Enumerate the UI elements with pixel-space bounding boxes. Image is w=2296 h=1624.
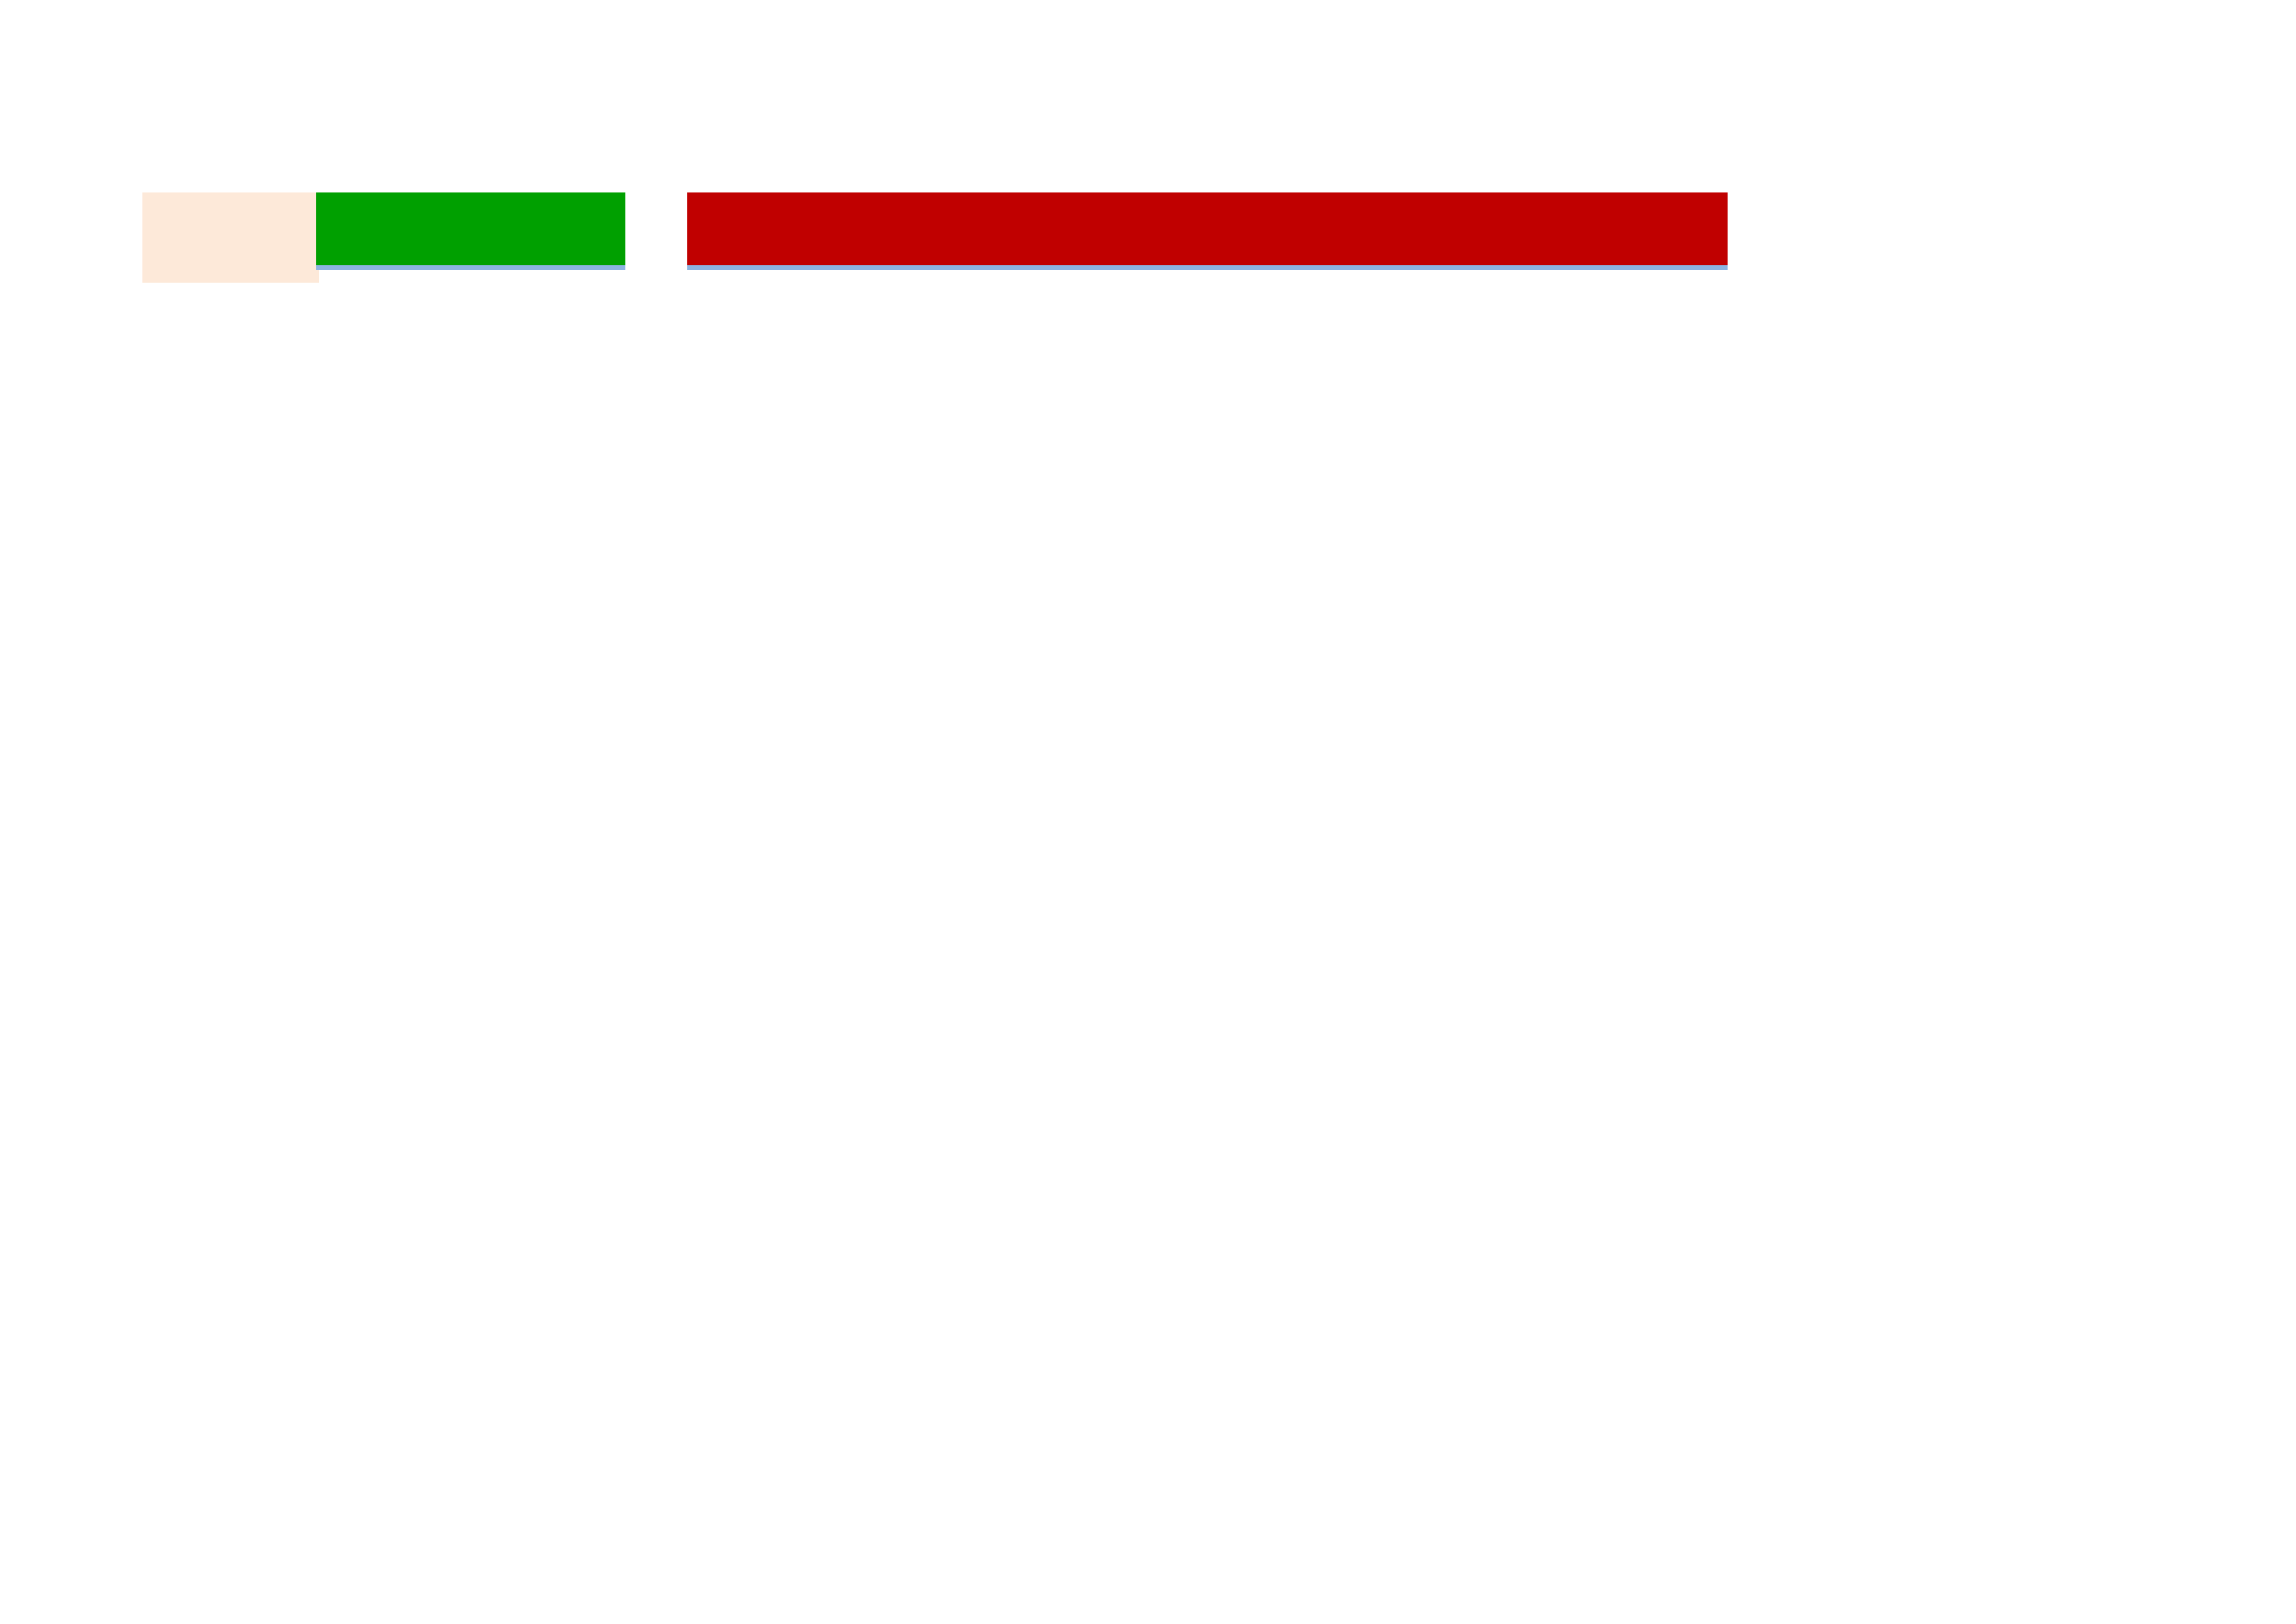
brand-box bbox=[142, 192, 319, 283]
honmei-label bbox=[316, 192, 625, 270]
page-title bbox=[687, 192, 1728, 270]
biorhythm-chart bbox=[142, 1087, 2155, 1523]
